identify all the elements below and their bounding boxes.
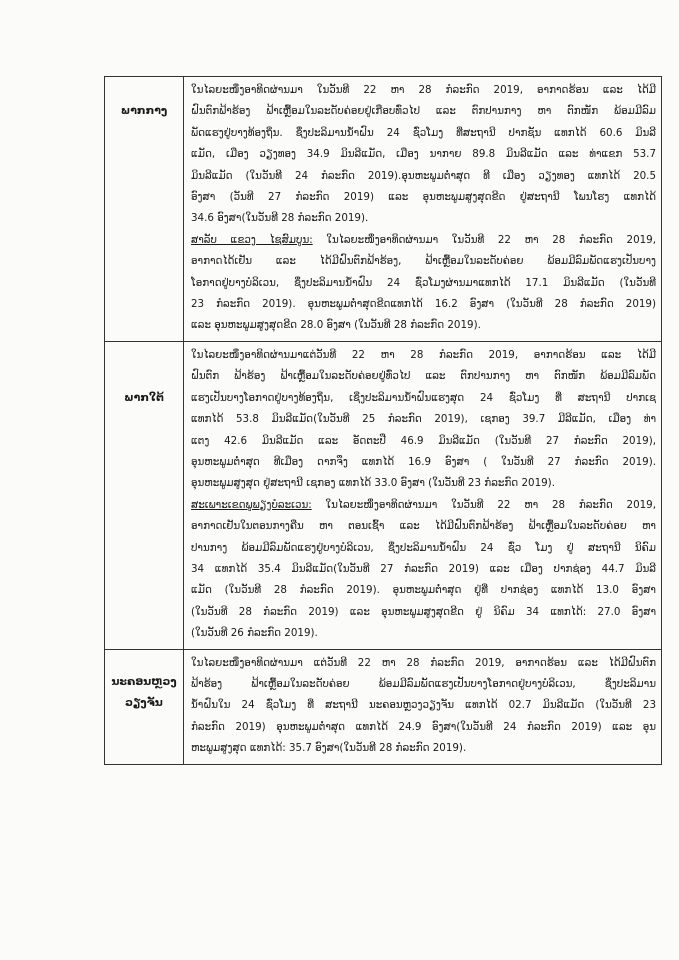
report-line: ແມັດ (ໃນວັນທີ 28 ກໍລະກົດ 2019). ອຸນຫະພູມຕ່ຳສຸດ ຢູ່ທີ່ ປາກຊ່ອງ ແທກໄດ້ 13.0 ອົງສາ: [191, 584, 656, 597]
report-text: ໃນໄລຍະໜຶ່ງອາທິດຜ່ານມາ ໃນວັນທີ 22 ຫາ 28 ກໍລະກົດ 2019,: [311, 498, 656, 511]
report-line: [191, 495, 656, 516]
report-line: ອາກາດໄດ້ເຢັນ ແລະ ໄດ້ມີຝົນຕົກຟ້າຮ້ອງ, ຟ້າເຫຼື້ອມໃນລະດັບຄ່ອຍ ພ້ອມມີລົມພັດແຮງເປັນບາງ: [191, 255, 656, 268]
report-line: ຟ້າຮ້ອງ ຟ້າເຫຼື້ອມໃນລະດັບຄ່ອຍ ພ້ອມມີລົມພັດແຮງເປັນບາງໂອກາດຢູ່ບາງບໍລິເວນ, ຊຶ່ງປະລິມານ: [191, 677, 656, 690]
table-row-vientiane: [105, 650, 661, 765]
report-line: ແມັດ, ເມືອງ ວຽງທອງ 34.9 ມິນລີແມັດ, ເມືອງ ນາກາຍ 89.8 ມິນລີແມັດ ແລະ ທ່າແຂກ 53.7: [191, 148, 656, 161]
table-row-central: [105, 77, 661, 342]
report-line: ຫະພູມສູງສຸດ ແທກໄດ້: 35.7 ອົງສາ(ໃນວັນທີ 28 ກໍລະກົດ 2019).: [191, 742, 467, 755]
report-line: 34 ແທກໄດ້ 35.4 ມິນລີແມັດ(ໃນວັນທີ 27 ກໍລະກົດ 2019) ແລະ ເມືອງ ປາກຊ່ອງ 44.7 ມິນລີ: [191, 562, 656, 575]
region-report: [184, 650, 661, 764]
report-line: 23 ກໍລະກົດ 2019). ອຸນຫະພູມຕ່ຳສຸດຂີດແທກໄດ້ 16.2 ອົງສາ (ໃນວັນທີ 28 ກໍລະກົດ 2019): [191, 298, 656, 311]
region-label: [105, 650, 184, 764]
report-line: ແຮງເປັນບາງໂອກາດຢູ່ບາງທ້ອງຖິ່ນ, ເຊິ່ງປະລິມານນ້ຳຝົນແຮງສຸດ 24 ຊົ່ວໂມງ ທີ່ ສະຖານີ ປາກເຊ: [191, 391, 656, 404]
report-line: ແຕງ 42.6 ມິນລີແມັດ ແລະ ອັດຕະປື 46.9 ມິນລີແມັດ (ໃນວັນທີ 27 ກໍລະກົດ 2019),: [191, 434, 656, 447]
region-report: [184, 77, 661, 341]
report-line: ຝົນຕົກຟ້າຮ້ອງ ຟ້າເຫຼື້ອມໃນລະດັບຄ່ອຍຢູ່ເກືອບທົ່ວໄປ ແລະ ຕົກປານກາງ ຫາ ຕົກໜັກ ພ້ອມມີລົມ: [191, 105, 656, 118]
report-line: (ໃນວັນທີ 26 ກໍລະກົດ 2019).: [191, 627, 318, 640]
report-line: ໃນໄລຍະໜຶ່ງອາທິດຜ່ານມາ ແຕ່ວັນທີ 22 ຫາ 28 ກໍລະກົດ 2019, ອາກາດຮ້ອນ ແລະ ໄດ້ມີຝົນຕົກ: [191, 656, 656, 669]
sub-heading: ສະເພາະເຂດພູພຽງບໍລະເວນ:: [191, 498, 312, 511]
report-line: ໂອກາດຢູ່ບາງບໍລິເວນ, ຊຶ່ງປະລິມານນ້ຳຝົນ 24 ຊົ່ວໂມງຜ່ານມາແທກໄດ້ 17.1 ມິນລີແມັດ (ໃນວັນທີ: [191, 276, 656, 289]
report-line: ໃນໄລຍະໜຶ່ງອາທິດຜ່ານມາແຕ່ວັນທີ 22 ຫາ 28 ກໍລະກົດ 2019, ອາກາດຮ້ອນ ແລະ ໄດ້ມີ: [191, 348, 656, 361]
report-line: ປານກາງ ພ້ອມມີລົມພັດແຮງຢູ່ບາງບໍລິເວນ, ຊຶ່ງປະລິມານນ້ຳຝົນ 24 ຊົ່ວ ໂມງ ຢູ່ ສະຖານີ ນິຄົມ: [191, 541, 656, 554]
table-row-south: [105, 342, 661, 650]
region-label: ພາກໃຕ້: [105, 342, 184, 649]
sub-heading: ສາລັບ ແຂວງ ໄຊສົມບູນ:: [191, 233, 313, 246]
region-label: ພາກກາງ: [105, 77, 184, 341]
report-line: ອາກາດເຢັນໃນຕອນກາງຄືນ ຫາ ຕອນເຊົ້າ ແລະ ໄດ້ມີຝົນຕົກຟ້າຮ້ອງ ຟ້າເຫຼື້ອມໃນລະດັບຄ່ອຍ ຫາ: [191, 520, 656, 533]
report-line: ນ້ຳຝົນໃນ 24 ຊົ່ວໂມງ ທີ່ ສະຖານີ ນະຄອນຫຼວງວຽງຈັນ ແທກໄດ້ 02.7 ມິນລີແມັດ (ໃນວັນທີ 23: [191, 699, 656, 712]
report-line: ໃນໄລຍະໜຶ່ງອາທິດຜ່ານມາ ໃນວັນທີ 22 ຫາ 28 ກໍລະກົດ 2019, ອາກາດຮ້ອນ ແລະ ໄດ້ມີ: [191, 84, 656, 96]
report-line: 34.6 ອົງສາ(ໃນວັນທີ 28 ກໍລະກົດ 2019).: [191, 212, 369, 225]
report-line: ຝົນຕົກ ຟ້າຮ້ອງ ຟ້າເຫຼື້ອມໃນລະດັບຄ່ອຍຢູ່ທົ່ວໄປ ແລະ ຕົກປານກາງ ຫາ ຕົກໜັກ ພ້ອມມີລົມພັດ: [191, 370, 656, 383]
report-line: ແລະ ອຸນຫະພູມສູງສຸດຂີດ 28.0 ອົງສາ (ໃນວັນທີ 28 ກໍລະກົດ 2019).: [191, 319, 481, 332]
report-line: ພັດແຮງຢູ່ບາງທ້ອງຖິ່ນ. ຊຶ່ງປະລິມານນ້ຳຝົນ 24 ຊົ່ວໂມງ ທີ່ສະຖານີ ປາກຊັນ ແທກໄດ້ 60.6 ມິນລີ: [191, 126, 656, 139]
report-line: ມິນລີແມັດ (ໃນວັນທີ 24 ກໍລະກົດ 2019).ອຸນຫະພູມຕ່ຳສຸດ ທີ ເມືອງ ວຽງທອງ ແທກໄດ້ 20.5: [191, 169, 656, 182]
report-line: ອຸນຫະພູມຕ່ຳສຸດ ທີເມືອງ ດາກຈຶງ ແທກໄດ້ 16.9 ອົງສາ ( ໃນວັນທີ 27 ກໍລະກົດ 2019).: [191, 455, 656, 468]
report-text: ໃນໄລຍະໜຶ່ງອາທິດຜ່ານມາ ໃນວັນທີ 22 ຫາ 28 ກໍລະກົດ 2019,: [312, 233, 656, 246]
report-line: ກໍລະກົດ 2019) ອຸນຫະພູມຕ່ຳສຸດ ແທກໄດ້ 24.9 ອົງສາ(ໃນວັນທີ 24 ກໍລະກົດ 2019) ແລະ ອຸນ: [191, 720, 656, 733]
region-label-line: ນະຄອນຫຼວງ: [111, 674, 177, 688]
report-line: ແທກໄດ້ 53.8 ມິນລີແມັດ(ໃນວັນທີ 25 ກໍລະກົດ 2019), ເຊກອງ 39.7 ມີລີແມັດ, ເມືອງ ທ່າ: [191, 413, 656, 426]
report-line: [191, 230, 656, 251]
report-line: (ໃນວັນທີ 28 ກໍລະກົດ 2019) ແລະ ອຸນຫະພູມສູງສຸດຂີດ ຢູ່ ນິຄົມ 34 ແທກໄດ້: 27.0 ອົງສາ: [191, 605, 656, 618]
report-line: ອົງສາ (ວັນທີ 27 ກໍລະກົດ 2019) ແລະ ອຸນຫະພູມສູງສຸດຂີດ ຢູ່ສະຖານີ ໂພນໂຮງ ແທກໄດ້: [191, 191, 656, 204]
report-line: ອຸນຫະພູມສູງສຸດ ຢູ່ສະຖານີ ເຊກອງ ແທກໄດ້ 33.0 ອົງສາ (ໃນວັນທີ 23 ກໍລະກົດ 2019).: [191, 477, 555, 490]
region-report: [184, 342, 661, 649]
region-label-line: ວຽງຈັນ: [125, 695, 163, 709]
weather-summary-table: [104, 76, 662, 765]
